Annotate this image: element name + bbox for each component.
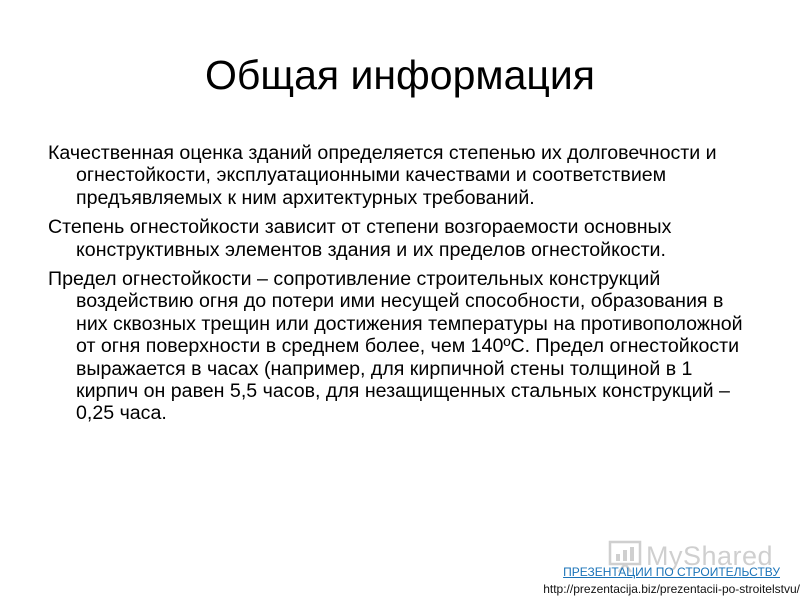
watermark-text: MyShared [646, 540, 774, 571]
footer-url: http://prezentacija.biz/prezentacii-po-stroitelstvu/ [543, 582, 800, 596]
footer-category-link[interactable]: ПРЕЗЕНТАЦИИ ПО СТРОИТЕЛЬСТВУ [563, 565, 780, 579]
slide-body [48, 142, 760, 432]
paragraph-durability: Качественная оценка зданий определяется степенью их долговечности и огнестойкости, эксплуатационными качествами и соответствием предъявляемых к ним архитектурных требований. [48, 142, 717, 209]
slide-title: Общая информация [205, 52, 595, 98]
paragraph-fire-resistance-degree: Степень огнестойкости зависит от степени возгораемости основных конструктивных элементов здания и их пределов огнестойкости. [48, 216, 672, 261]
paragraph-fire-resistance-limit: Предел огнестойкости – сопротивление строительных конструкций воздействию огня до потери ими несущей способности, образования в них сквозных трещин или достижения температуры на противоположной от огня поверхности в среднем более, чем 140ºС. Предел огнестойкости выражается в часах (например, для кирпичной стены толщиной в 1 кирпич он равен 5,5 часов, для незащищенных стальных конструкций – 0,25 часа. [48, 268, 743, 425]
